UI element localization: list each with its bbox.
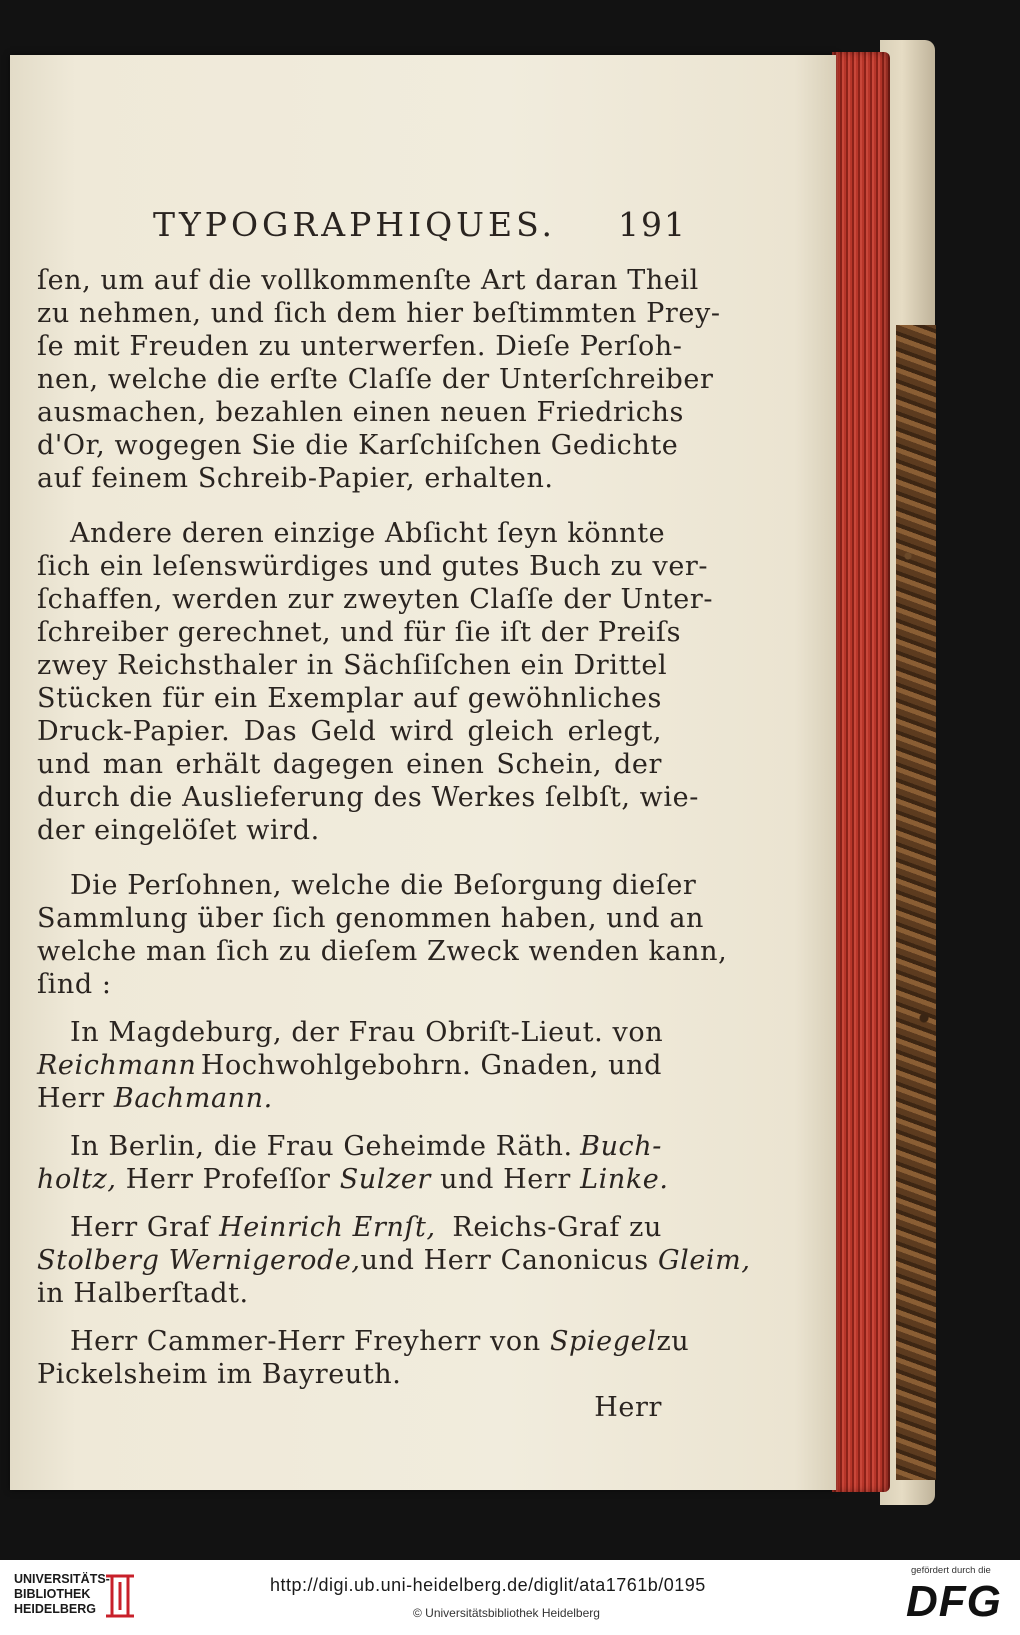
- text-line: ausmachen, bezahlen einen neuen Friedrichs: [37, 397, 684, 428]
- text-line: ſchreiber gerechnet, und für ſie iſt der Preiſs: [37, 617, 682, 648]
- text-line: [70, 1212, 662, 1243]
- text-fragment: Herr Cammer-Herr Freyherr von: [70, 1326, 550, 1357]
- text-line: [70, 1131, 662, 1162]
- text-fragment: zu: [656, 1326, 690, 1357]
- text-fragment: Hochwohlgebohrn. Gnaden, und: [200, 1050, 662, 1081]
- text-line: Die Perſohnen, welche die Beſorgung dieſer: [70, 870, 697, 901]
- text-line: In Magdeburg, der Frau Obriſt-Lieut. von: [70, 1017, 664, 1048]
- text-line: durch die Auslieferung des Werkes ſelbſt, wie-: [37, 782, 699, 813]
- name-italic: Reichmann: [37, 1050, 197, 1081]
- text-line: [37, 1245, 751, 1276]
- copyright-notice: © Universitätsbibliothek Heidelberg: [413, 1606, 600, 1620]
- library-logo-text: UNIVERSITÄTS- BIBLIOTHEK HEIDELBERG: [14, 1572, 110, 1616]
- name-italic: Sulzer: [339, 1164, 431, 1195]
- text-line: [37, 1083, 273, 1114]
- name-italic: Buch-: [580, 1131, 662, 1162]
- text-fragment: und Herr Canonicus: [360, 1245, 658, 1276]
- text-line: ſind :: [37, 969, 112, 1000]
- text-line: ſchaffen, werden zur zweyten Claſſe der Unter-: [37, 584, 714, 615]
- text-fragment: Herr Graf: [70, 1212, 220, 1243]
- text-fragment: In Berlin, die Frau Geheimde Räth.: [70, 1131, 573, 1162]
- text-line: ſe mit Freuden zu unterwerfen. Dieſe Perſoh-: [37, 331, 683, 362]
- name-italic: Bachmann.: [113, 1083, 273, 1114]
- text-line: ſen, um auf die vollkommenſte Art daran Theil: [37, 265, 699, 296]
- text-line: Stücken für ein Exemplar auf gewöhnliches: [37, 683, 662, 714]
- name-italic: Stolberg Wernigerode,: [37, 1245, 361, 1276]
- text-fragment: Herr: [37, 1083, 114, 1114]
- viewer-footer: [0, 1560, 1020, 1635]
- text-fragment: Herr Profeſſor: [116, 1164, 340, 1195]
- text-line: auf feinem Schreib-Papier, erhalten.: [37, 463, 554, 494]
- library-logo-icon: [102, 1570, 138, 1622]
- page-edge-red: [832, 52, 890, 1492]
- text-line: ſich ein leſenswürdiges und gutes Buch zu ver-: [37, 551, 709, 582]
- text-line: zu nehmen, und ſich dem hier beſtimmten Prey-: [37, 298, 721, 329]
- name-italic: Heinrich Ernſt,: [219, 1212, 436, 1243]
- text-line: nen, welche die erſte Claſſe der Unterſchreiber: [37, 364, 714, 395]
- name-italic: Linke.: [580, 1164, 669, 1195]
- text-line: welche man ſich zu dieſem Zweck wenden kann,: [37, 936, 728, 967]
- page-url-link[interactable]: http://digi.ub.uni-heidelberg.de/diglit/ata1761b/0195: [270, 1575, 706, 1595]
- text-line: und man erhält dagegen einen Schein, der: [37, 749, 662, 780]
- catchword: Herr: [594, 1392, 662, 1423]
- text-fragment: und Herr: [430, 1164, 581, 1195]
- dfg-caption: gefördert durch die: [911, 1565, 991, 1576]
- text-line: Andere deren einzige Abſicht ſeyn könnte: [70, 518, 666, 549]
- dfg-logo: DFG: [906, 1577, 1002, 1626]
- name-italic: holtz,: [37, 1164, 117, 1195]
- text-line: [37, 1050, 662, 1081]
- text-line: in Halberſtadt.: [37, 1278, 249, 1309]
- text-line: Sammlung über ſich genommen haben, und an: [37, 903, 705, 934]
- text-line: Druck-Papier. Das Geld wird gleich erlegt,: [37, 716, 662, 747]
- book-page: [10, 55, 836, 1490]
- text-line: der eingelöſet wird.: [37, 815, 320, 846]
- text-line: Pickelsheim im Bayreuth.: [37, 1359, 402, 1390]
- text-fragment: Reichs-Graf zu: [452, 1212, 662, 1243]
- text-line: d'Or, wogegen Sie die Karſchiſchen Gedichte: [37, 430, 679, 461]
- name-italic: Spiegel: [549, 1326, 657, 1357]
- marbled-cover: [896, 325, 936, 1480]
- page-number: 191: [618, 205, 687, 244]
- name-italic: Gleim,: [657, 1245, 751, 1276]
- text-line: zwey Reichsthaler in Sächſiſchen ein Drittel: [37, 650, 668, 681]
- running-head: TYPOGRAPHIQUES.: [153, 205, 556, 244]
- text-line: [70, 1326, 690, 1357]
- text-line: [37, 1164, 669, 1195]
